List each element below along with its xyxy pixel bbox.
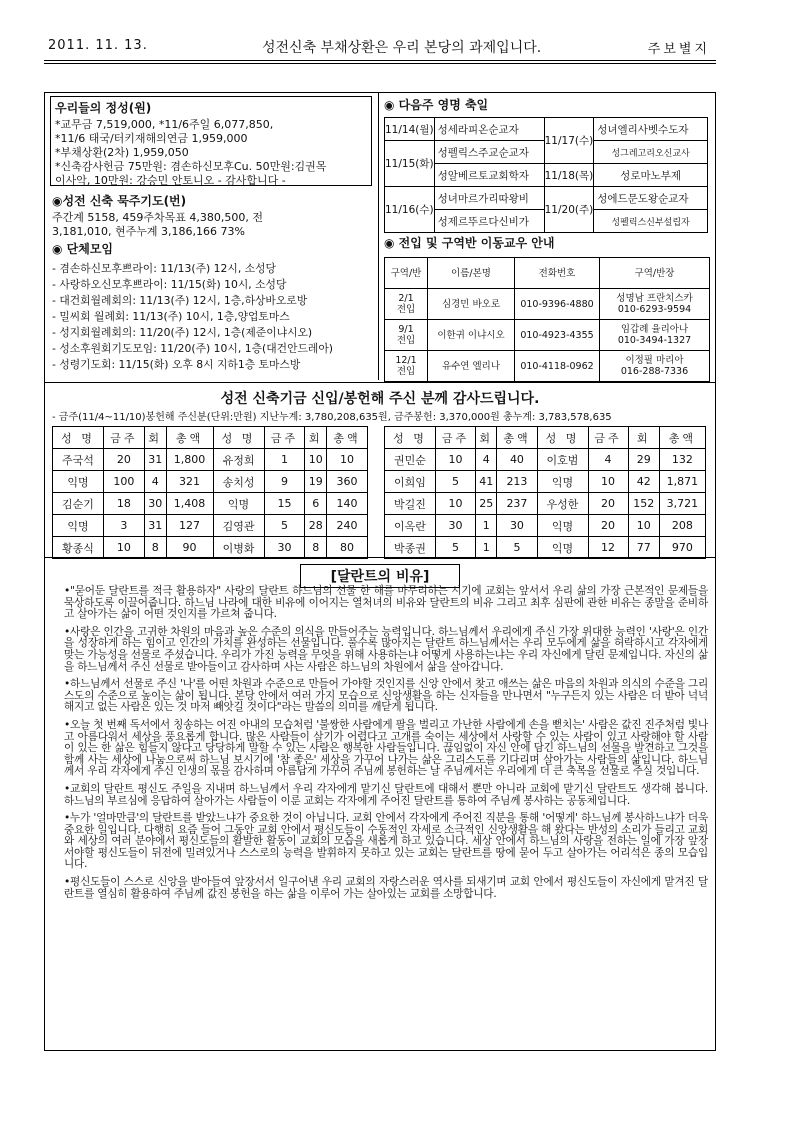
nameday-date: 11/15(화) — [385, 141, 435, 187]
donor-name: 박종권 — [385, 537, 436, 559]
donor-value: 25 — [476, 493, 497, 515]
transfer-name: 유수연 엘리나 — [428, 351, 515, 382]
donor-value: 100 — [104, 471, 145, 493]
donor-value: 30 — [497, 515, 537, 537]
donor-value: 12 — [588, 537, 628, 559]
essay-title: [달란트의 비유] — [300, 564, 461, 588]
donor-name: 김영관 — [213, 515, 264, 537]
donor-value: 208 — [659, 515, 705, 537]
donor-value: 5 — [436, 537, 476, 559]
gift-header: 성 명 — [385, 427, 436, 449]
nameday-saint: 성녀엘리사벳수도자 — [594, 118, 708, 141]
gift-header: 총액 — [166, 427, 213, 449]
nameday-saint: 성에드문도왕순교자 — [594, 187, 708, 210]
gift-title: 성전 신축기금 신입/봉헌해 주신 분께 감사드립니다. — [220, 391, 540, 407]
donor-value: 1,871 — [659, 471, 705, 493]
donor-value: 40 — [497, 449, 537, 471]
donor-value: 1,408 — [166, 493, 213, 515]
group-item: - 대건회월례회의: 11/13(주) 12시, 1층,하상바오로방 — [52, 294, 308, 307]
offering-title: 우리들의 정성(원) — [55, 101, 152, 115]
donor-name: 박길진 — [385, 493, 436, 515]
gift-header: 금주 — [104, 427, 145, 449]
nameday-saint: 성녀마르가리따왕비 — [434, 187, 544, 210]
donor-value: 10 — [436, 449, 476, 471]
gift-header: 회 — [305, 427, 327, 449]
donor-value: 1 — [476, 515, 497, 537]
donor-value: 10 — [588, 471, 628, 493]
donor-name: 익명 — [537, 537, 588, 559]
essay-paragraph: •오늘 첫 번째 독서에서 칭송하는 어진 아내의 모습처럼 '불쌍한 사람에게 팔을 벌리고 가난한 사람에게 손을 뻗치는' 사람은 값진 진주처럼 빛나고 아름다워서 세상을 풍요롭게 합니다. 많은 사람들이 살기가 어렵다고 고개를 숙이는 세상에서 사랑할 수 있는 사람이 있고 사랑해야 할 사람이 있는 한 삶은 힘들지 않다고 당당하게 말할 수 있는 사람은 행복한 사람들입니다. 끊임없이 자신 안에 담긴 하느님의 선물을 발견하고 그것을 함께 사는 세상에 나눔으로써 하느님 보시기에 '참 좋은' 세상을 가꾸어 나가는 삶은 그리스도를 기다리며 살아가는 사람들의 삶입니다. 하느님께서 우리 각자에게 주신 인생의 몫을 감사하며 아름답게 가꾸어 주님께 봉헌하는 날 주님께서는 우리에게 더 큰 축복을 선물로 주실 것입니다. — [64, 718, 708, 778]
groups-section — [52, 240, 374, 373]
gift-header: 총액 — [659, 427, 705, 449]
page-header — [44, 34, 716, 58]
prayer-section — [52, 192, 372, 239]
nameday-date: 11/20(주) — [544, 187, 594, 233]
group-item: - 사랑하오신모후쁘라이: 11/15(화) 10시, 소성당 — [52, 278, 287, 291]
gift-header: 총액 — [327, 427, 368, 449]
donor-name: 익명 — [53, 471, 104, 493]
donor-value: 127 — [166, 515, 213, 537]
essay-paragraph: •평신도들이 스스로 신앙을 받아들여 앞장서서 일구어낸 우리 교회의 자랑스러운 역사를 되새기며 교회 안에서 평신도들이 자신에게 맡겨진 달란트를 열심히 활용하여 주님께 값진 봉헌을 하는 삶을 이루어 가는 살아있는 교회를 소망합니다. — [64, 876, 708, 900]
nameday-date: 11/18(목) — [544, 164, 594, 187]
issue-date: 2011. 11. 13. — [48, 38, 148, 53]
donor-value: 77 — [628, 537, 659, 559]
transfer-table — [384, 257, 710, 382]
donor-name: 이병화 — [213, 537, 264, 559]
nameday-date: 11/14(월) — [385, 118, 435, 141]
gift-row — [53, 471, 368, 493]
gift-summary: - 금주(11/4~11/10)봉헌해 주신분(단위:만원) 지난누계: 3,780,208,635원, 금주봉헌: 3,370,000원 총누계: 3,783,578,635 — [52, 412, 612, 423]
offering-line: *11/6 태국/터키재해의연금 1,959,000 — [55, 132, 248, 145]
donor-name: 이희임 — [385, 471, 436, 493]
donor-name: 익명 — [53, 515, 104, 537]
essay-paragraph: •"묻어둔 달란트를 적극 활용하자" 사랑의 달란트 하느님의 선물 한 해를 마무리하는 시기에 교회는 앞서서 우리 삶의 가장 근본적인 문제들을 묵상하도록 이끌어줍니다. 하느님 나라에 대한 비유에 이어지는 열처녀의 비유와 달란트의 비유 그리고 최후 심판에 관한 비유는 종말을 준비하고 살아가는 삶이 어떤 것인지를 가르쳐 줍니다. — [64, 585, 708, 621]
prayer-line: 주간계 5158, 459주차목표 4,380,500, 전 — [52, 211, 263, 224]
transfer-header: 이름/본명 — [428, 258, 515, 289]
donor-value: 28 — [305, 515, 327, 537]
nameday-date: 11/17(수) — [544, 118, 594, 164]
donor-value: 30 — [436, 515, 476, 537]
transfer-phone: 010-9396-4880 — [515, 289, 600, 320]
donor-value: 3 — [104, 515, 145, 537]
donor-value: 237 — [497, 493, 537, 515]
transfer-name: 이한귀 이냐시오 — [428, 320, 515, 351]
offering-box — [50, 96, 372, 186]
donor-value: 90 — [166, 537, 213, 559]
transfer-header: 전화번호 — [515, 258, 600, 289]
gift-table-right — [384, 426, 706, 559]
donor-value: 8 — [305, 537, 327, 559]
gift-table-left — [52, 426, 368, 559]
section-rule — [44, 382, 716, 383]
donor-value: 9 — [264, 471, 305, 493]
donor-value: 10 — [104, 537, 145, 559]
transfer-leader: 성명남 프란치스카 010-6293-9594 — [600, 289, 710, 320]
offering-lines — [55, 118, 367, 188]
donor-value: 31 — [144, 449, 166, 471]
donor-value: 10 — [436, 493, 476, 515]
transfer-phone: 010-4923-4355 — [515, 320, 600, 351]
donor-value: 4 — [476, 449, 497, 471]
donor-name: 익명 — [213, 493, 264, 515]
donor-value: 360 — [327, 471, 368, 493]
donor-value: 213 — [497, 471, 537, 493]
gift-header: 금주 — [436, 427, 476, 449]
column-divider — [378, 92, 379, 380]
nameday-saint: 성그레고리오신교사 — [594, 141, 708, 164]
donor-name: 유정희 — [213, 449, 264, 471]
prayer-title: ◉성전 신축 묵주기도(번) — [52, 194, 187, 208]
gift-row — [53, 537, 368, 559]
donor-value: 20 — [588, 515, 628, 537]
donor-name: 주국석 — [53, 449, 104, 471]
donor-value: 1 — [264, 449, 305, 471]
donor-value: 10 — [628, 515, 659, 537]
group-item: - 성령기도회: 11/15(화) 오후 8시 지하1층 토마스방 — [52, 358, 301, 371]
essay-body — [64, 586, 708, 906]
donor-name: 우성한 — [537, 493, 588, 515]
donor-value: 20 — [104, 449, 145, 471]
nameday-saint: 성로마노부제 — [594, 164, 708, 187]
prayer-line: 3,181,010, 현주누계 3,186,166 73% — [52, 225, 245, 238]
donor-value: 18 — [104, 493, 145, 515]
gift-header: 회 — [628, 427, 659, 449]
nameday-table — [384, 117, 708, 233]
transfer-area: 2/1 전입 — [385, 289, 428, 320]
donor-name: 이옥란 — [385, 515, 436, 537]
donor-value: 19 — [305, 471, 327, 493]
header-rule-2 — [44, 63, 716, 64]
group-item: - 성지회월례회의: 11/20(주) 12시, 1층(제준이냐시오) — [52, 326, 313, 339]
donor-value: 42 — [628, 471, 659, 493]
donor-value: 240 — [327, 515, 368, 537]
gift-row — [385, 537, 706, 559]
donor-value: 5 — [264, 515, 305, 537]
gift-header: 회 — [476, 427, 497, 449]
gift-header: 성 명 — [213, 427, 264, 449]
nameday-saint: 성알베르토교회학자 — [434, 164, 544, 187]
header-rule — [44, 60, 716, 61]
donor-name: 이호범 — [537, 449, 588, 471]
section-rule — [44, 557, 716, 558]
gift-header: 성 명 — [53, 427, 104, 449]
donor-name: 권민순 — [385, 449, 436, 471]
essay-paragraph: •누가 '얼마만큼'의 달란트를 받았느냐가 중요한 것이 아닙니다. 교회 안에서 각자에게 주어진 직분을 통해 '어떻게' 하느님께 봉사하느냐가 더욱 중요한 일입니다. 다행히 요즘 들어 그동안 교회 안에서 평신도들이 수동적인 자세로 소극적인 신앙생활을 해 왔다는 반성의 소리가 들리고 교회와 세상의 여러 분야에서 평신도들의 활발한 활동이 교회의 모습을 새롭게 하고 있습니다. 세상 안에서 하느님의 사랑을 전하는 일에 가장 앞장서야할 평신도들이 뒤전에 밀려있거나 스스로의 능력을 발휘하지 못하고 있는 교회는 달란트를 땅에 묻어 두고 살아가는 어리석은 종의 모습입니다. — [64, 812, 708, 871]
nameday-date: 11/16(수) — [385, 187, 435, 233]
nameday-saint: 성펠릭스주교순교자 — [434, 141, 544, 164]
donor-value: 5 — [436, 471, 476, 493]
donor-value: 30 — [144, 493, 166, 515]
gift-header: 금주 — [264, 427, 305, 449]
transfer-area: 9/1 전입 — [385, 320, 428, 351]
gift-row — [53, 493, 368, 515]
donor-value: 4 — [588, 449, 628, 471]
offering-line: *부채상환(2차) 1,959,050 — [55, 146, 189, 159]
nameday-saint: 성세라피온순교자 — [434, 118, 544, 141]
gift-header: 회 — [144, 427, 166, 449]
offering-line: 이사악, 10만원: 강승민 안토니오 - 감사합니다 - — [55, 174, 286, 187]
donor-value: 1,800 — [166, 449, 213, 471]
donor-value: 4 — [144, 471, 166, 493]
nameday-title: ◉ 다음주 영명 축일 — [384, 98, 489, 112]
donor-value: 31 — [144, 515, 166, 537]
donor-value: 970 — [659, 537, 705, 559]
donor-value: 321 — [166, 471, 213, 493]
transfer-leader: 이정필 마리아 016-288-7336 — [600, 351, 710, 382]
groups-title: ◉ 단체모임 — [52, 242, 114, 256]
group-item: - 성소후원회기도모임: 11/20(주) 10시, 1층(대건안드레아) — [52, 342, 333, 355]
transfer-section — [384, 234, 710, 382]
donor-name: 송치성 — [213, 471, 264, 493]
donor-value: 140 — [327, 493, 368, 515]
gift-row — [385, 471, 706, 493]
donor-value: 3,721 — [659, 493, 705, 515]
gift-row — [53, 515, 368, 537]
header-label: 주보별지 — [647, 42, 710, 57]
nameday-section — [384, 96, 708, 233]
donor-name: 익명 — [537, 515, 588, 537]
group-item: - 밀씨회 월례회: 11/13(주) 10시, 1층,양업토마스 — [52, 310, 290, 323]
gift-row — [385, 515, 706, 537]
essay-paragraph: •교회의 달란트 평신도 주일을 지내며 하느님께서 우리 각자에게 맡기신 달란트에 대해서 뿐만 아니라 교회에 맡기신 달란트도 생각해 봅니다. 하느님의 부르심에 응답하여 살아가는 사람들이 이룬 교회는 각자에게 주어진 달란트를 통하여 주님께 봉사하는 공동체입니다. — [64, 782, 708, 807]
gift-row — [53, 449, 368, 471]
offering-line: *교무금 7,519,000, *11/6주일 6,077,850, — [55, 118, 274, 131]
donor-value: 29 — [628, 449, 659, 471]
donor-value: 80 — [327, 537, 368, 559]
gift-row — [385, 493, 706, 515]
donor-value: 20 — [588, 493, 628, 515]
donor-value: 6 — [305, 493, 327, 515]
donor-value: 132 — [659, 449, 705, 471]
transfer-name: 심경민 바오로 — [428, 289, 515, 320]
gift-row — [385, 449, 706, 471]
gift-header: 성 명 — [537, 427, 588, 449]
transfer-area: 12/1 전입 — [385, 351, 428, 382]
transfer-title: ◉ 전입 및 구역반 이동교우 안내 — [384, 236, 555, 250]
nameday-saint: 성펠릭스신부설립자 — [594, 210, 708, 233]
donor-value: 41 — [476, 471, 497, 493]
donor-name: 황종식 — [53, 537, 104, 559]
offering-line: *신축감사헌금 75만원: 겸손하신모후Cu. 50만원:김권목 — [55, 160, 327, 173]
donor-value: 10 — [327, 449, 368, 471]
header-title: 성전신축 부채상환은 우리 본당의 과제입니다. — [262, 40, 542, 56]
donor-value: 1 — [476, 537, 497, 559]
transfer-phone: 010-4118-0962 — [515, 351, 600, 382]
donor-value: 5 — [497, 537, 537, 559]
gift-header: 총액 — [497, 427, 537, 449]
transfer-leader: 임갑례 율리아나 010-3494-1327 — [600, 320, 710, 351]
transfer-header: 구역/반장 — [600, 258, 710, 289]
nameday-saint: 성제르뚜르다신비가 — [434, 210, 544, 233]
donor-value: 30 — [264, 537, 305, 559]
group-item: - 겸손하신모후쁘라이: 11/13(주) 12시, 소성당 — [52, 262, 276, 275]
donor-value: 15 — [264, 493, 305, 515]
donor-value: 8 — [144, 537, 166, 559]
donor-name: 익명 — [537, 471, 588, 493]
gift-header: 금주 — [588, 427, 628, 449]
donor-value: 10 — [305, 449, 327, 471]
essay-paragraph: •하느님께서 선물로 주신 '나'를 어떤 차원과 수준으로 만들어 가야할 것인지를 신앙 안에서 찾고 애쓰는 삶은 마음의 차원과 의식의 수준을 그리스도의 수준으로 높이는 삶이 됩니다. 본당 안에서 여러 가지 모습으로 신앙생활을 하는 신자들을 만나면서 "누구든지 있는 사람은 더 받아 넉넉해지고 없는 사람은 있는 것 마저 빼앗길 것이다"라는 말씀의 의미를 깨닫게 됩니다. — [64, 678, 708, 714]
essay-paragraph: •사랑은 인간을 고귀한 차원의 마음과 높은 수준의 의식을 만들어주는 능력입니다. 하느님께서 우리에게 주신 가장 위대한 능력인 '사랑'은 인간을 성장하게 하는 힘이고 인간의 가치를 완성하는 선물입니다. 풀수록 많아지는 달란트 하느님께서는 우리 모두에게 삶을 허락하시고 각자에게 맞는 가능성을 선물로 주셨습니다. 우리가 가진 능력을 무엇을 위해 사용하는냐 어떻게 사용하는냐는 우리 자신에게 달린 문제입니다. 자신의 삶을 하느님께서 주신 선물로 받아들이고 감사하며 사는 사람은 하느님의 차원에서 삶을 살아갑니다. — [64, 625, 708, 673]
transfer-header: 구역/반 — [385, 258, 428, 289]
donor-name: 김순기 — [53, 493, 104, 515]
donor-value: 152 — [628, 493, 659, 515]
